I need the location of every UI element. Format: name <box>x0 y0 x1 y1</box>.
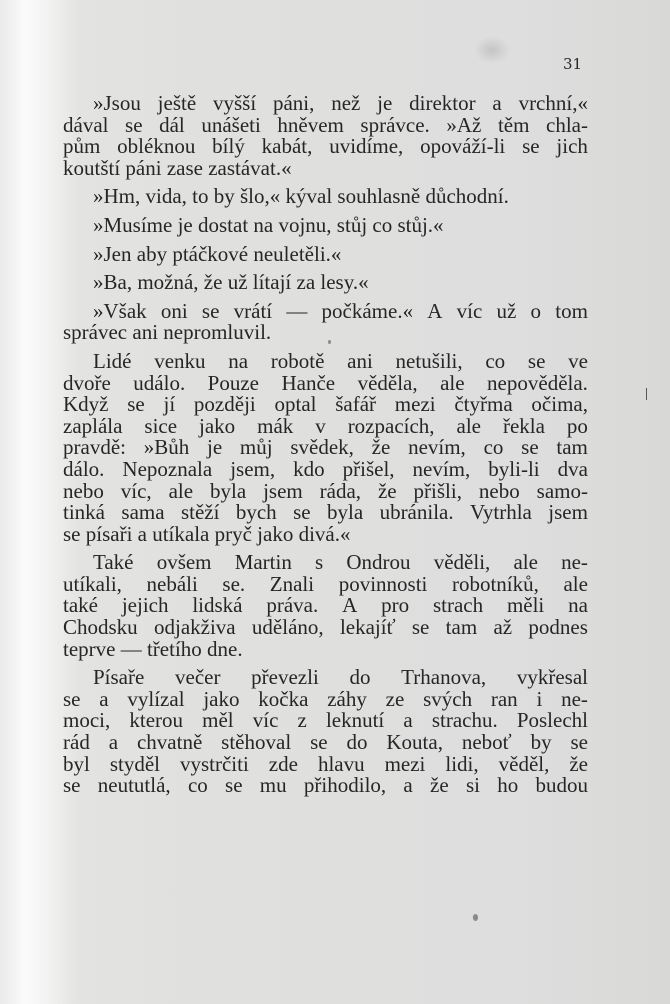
margin-pencil-mark <box>646 388 647 400</box>
text-line: se písaři a utíkala pryč jako divá.« <box>63 521 351 546</box>
paragraph <box>0 667 588 797</box>
paragraph <box>0 212 588 237</box>
text-line: se a vylízal jako kočka záhy ze svých ran i ne- <box>63 686 588 711</box>
text-line: také jejich lidská práva. A pro strach měli na <box>63 593 588 618</box>
text-line: Také ovšem Martin s Ondrou věděli, ale ne- <box>93 550 588 575</box>
text-line: tinká sama stěží bych se byla ubránila. Vytrhla jsem <box>63 500 588 525</box>
page-number: 31 <box>563 55 583 73</box>
text-line: rád a chvatně stěhoval se do Kouta, neboť by se <box>63 730 588 755</box>
paragraph <box>0 298 588 345</box>
paragraph <box>0 272 588 294</box>
body-text <box>0 93 588 797</box>
text-line: utíkali, nebáli se. Znali povinnosti robotníků, ale <box>63 571 588 596</box>
paper-speck <box>328 340 331 344</box>
text-line: dával se dál unášeti hněvem správce. »Až těm chla- <box>63 112 588 137</box>
text-line: »Jen aby ptáčkové neuletěli.« <box>93 241 342 266</box>
text-line: pravdě: »Bůh je můj svědek, že nevím, co se tam <box>63 435 588 460</box>
text-line: nebo víc, ale byla jsem ráda, že přišli, nebo samo- <box>63 478 588 503</box>
paragraph <box>0 552 588 660</box>
text-line: »Však oni se vrátí — počkáme.« A víc už o tom <box>93 298 588 323</box>
text-line: »Hm, vida, to by šlo,« kýval souhlasně důchodní. <box>93 184 509 209</box>
text-line: Lidé venku na robotě ani netušili, co se ve <box>93 348 588 373</box>
text-line: se neututlá, co se mu přihodilo, a že si ho budou <box>63 773 588 798</box>
text-line: zaplála sice jako mák v rozpacích, ale řekla po <box>63 413 588 438</box>
text-line: Chodsku odjakživa uděláno, lekajíť se tam až podnes <box>63 615 588 640</box>
paragraph <box>0 348 588 546</box>
text-line: pům obléknou bílý kabát, uvidíme, opováží-li se jich <box>63 134 588 159</box>
paper-speck <box>473 914 478 921</box>
text-line: dvoře událo. Pouze Hanče věděla, ale nepověděla. <box>63 370 588 395</box>
text-line: »Jsou ještě vyšší páni, než je direktor a vrchní,« <box>93 91 588 115</box>
text-line: koutští páni zase zastávat.« <box>63 155 292 180</box>
text-line: teprve — třetího dne. <box>63 636 243 661</box>
text-line: byl styděl vystrčiti zde hlavu mezi lidi, věděl, že <box>63 751 588 776</box>
paragraph <box>0 186 588 208</box>
paragraph <box>0 93 588 179</box>
text-line: »Ba, možná, že už lítají za lesy.« <box>93 270 369 295</box>
text-line: moci, kterou měl víc z leknutí a strachu. Poslechl <box>63 708 588 733</box>
text-line: Písaře večer převezli do Trhanova, vykřesal <box>93 665 588 690</box>
text-line: správec ani nepromluvil. <box>63 320 272 345</box>
paragraph <box>0 241 588 266</box>
text-line: »Musíme je dostat na vojnu, stůj co stůj.« <box>93 212 444 237</box>
text-line: Když se jí později optal šafář mezi čtyřma očima, <box>63 392 588 417</box>
text-line: dálo. Nepoznala jsem, kdo přišel, nevím, byli-li dva <box>63 456 588 481</box>
